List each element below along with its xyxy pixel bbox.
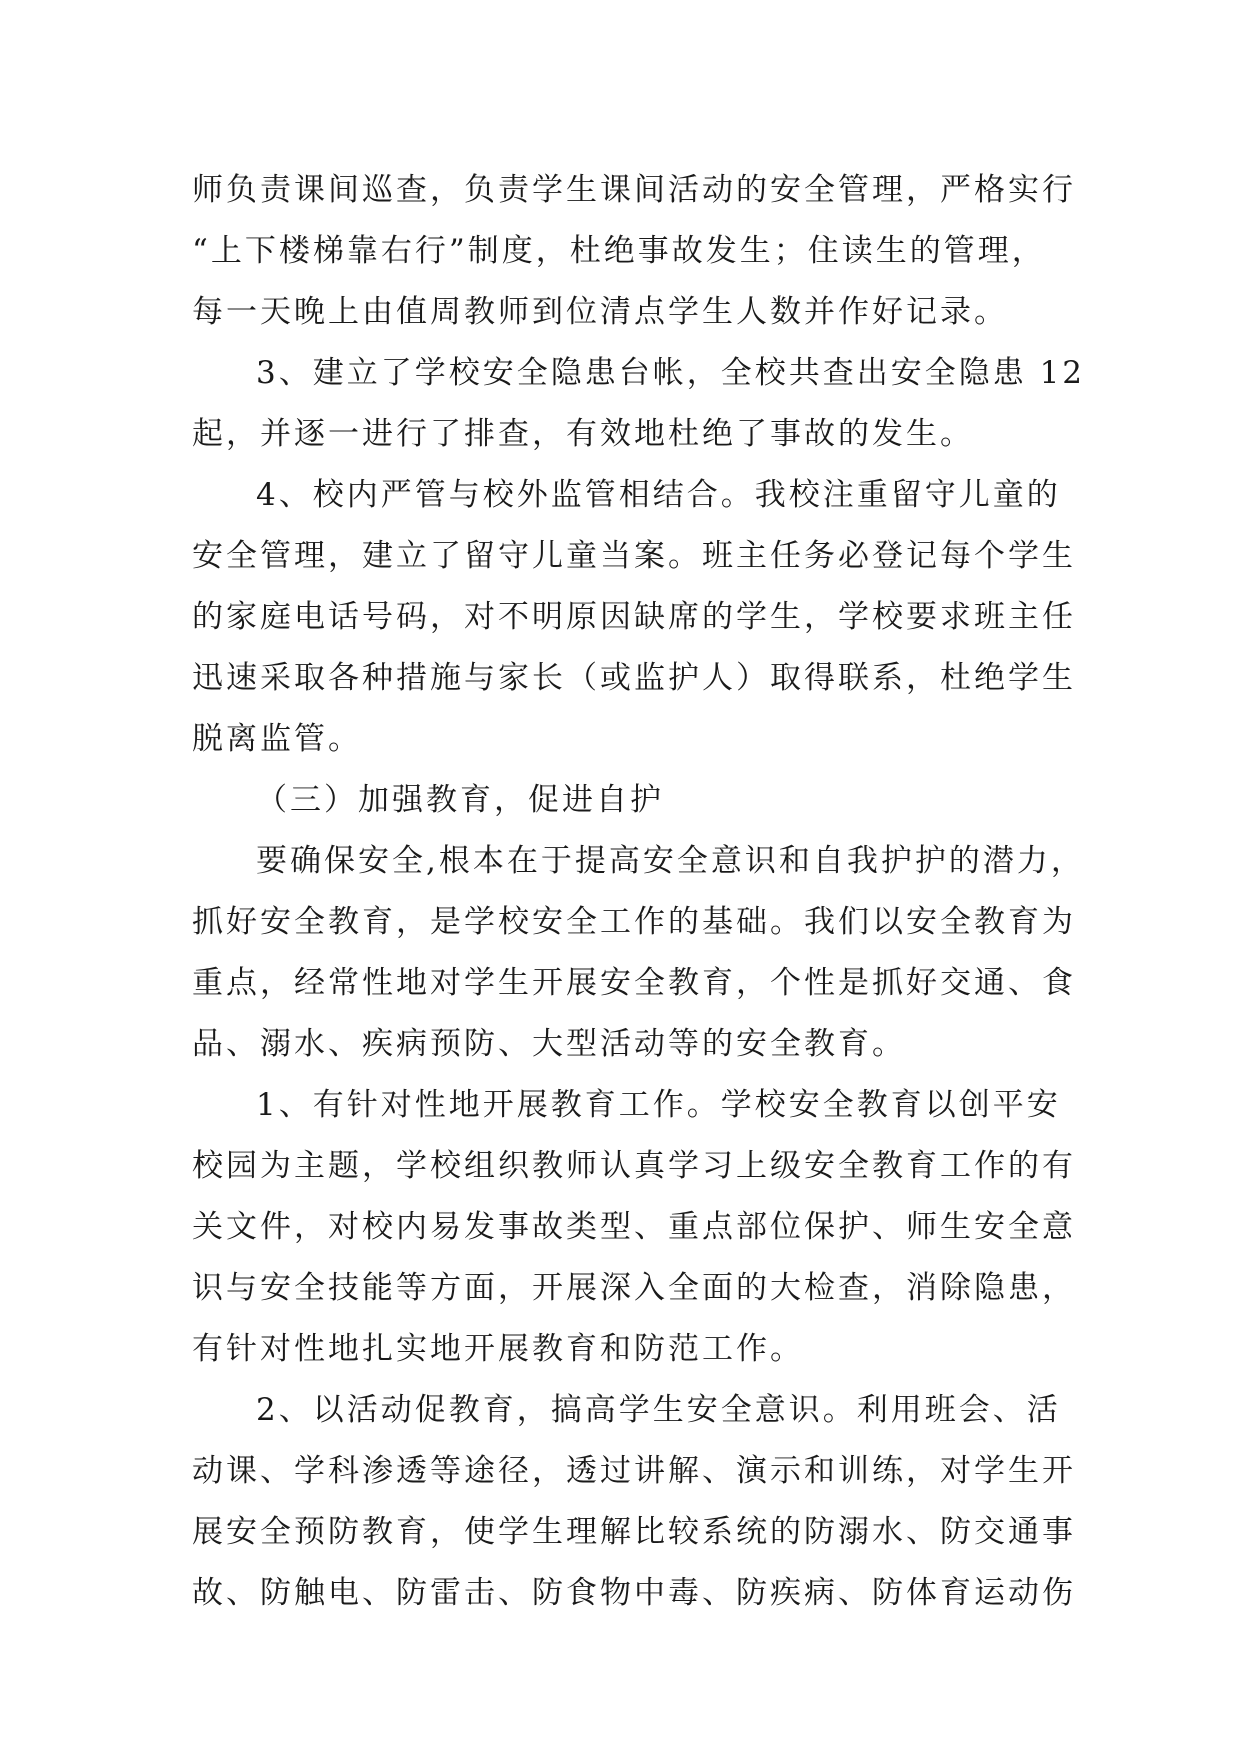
text-line: 抓好安全教育，是学校安全工作的基础。我们以安全教育为 (192, 904, 1076, 940)
text-line: 3、建立了学校安全隐患台帐，全校共查出安全隐患 12 (256, 355, 1086, 391)
text-line: 起，并逐一进行了排查，有效地杜绝了事故的发生。 (192, 416, 974, 452)
text-line: 品、溺水、疾病预防、大型活动等的安全教育。 (192, 1026, 906, 1062)
text-line: 4、校内严管与校外监管相结合。我校注重留守儿童的 (256, 477, 1061, 513)
text-line: 的家庭电话号码，对不明原因缺席的学生，学校要求班主任 (192, 599, 1076, 635)
text-line: “上下楼梯靠右行”制度，杜绝事故发生；住读生的管理， (192, 233, 1046, 269)
text-line: 关文件，对校内易发事故类型、重点部位保护、师生安全意 (192, 1209, 1076, 1245)
text-line: 迅速采取各种措施与家长（或监护人）取得联系，杜绝学生 (192, 660, 1076, 696)
text-line: 脱离监管。 (192, 721, 362, 757)
text-line: 动课、学科渗透等途径，透过讲解、演示和训练，对学生开 (192, 1453, 1076, 1489)
text-line: 1、有针对性地开展教育工作。学校安全教育以创平安 (256, 1087, 1061, 1123)
text-line: 要确保安全,根本在于提高安全意识和自我护护的潜力， (256, 843, 1085, 879)
text-line: 师负责课间巡查，负责学生课间活动的安全管理，严格实行 (192, 172, 1076, 208)
text-line: 2、以活动促教育，搞高学生安全意识。利用班会、活 (256, 1392, 1061, 1428)
section-heading: （三）加强教育，促进自护 (256, 782, 664, 818)
text-line: 展安全预防教育，使学生理解比较系统的防溺水、防交通事 (192, 1514, 1076, 1550)
body-text (192, 160, 1086, 1624)
text-line: 故、防触电、防雷击、防食物中毒、防疾病、防体育运动伤 (192, 1575, 1076, 1611)
text-line: 安全管理，建立了留守儿童当案。班主任务必登记每个学生 (192, 538, 1076, 574)
text-line: 校园为主题，学校组织教师认真学习上级安全教育工作的有 (192, 1148, 1076, 1184)
text-line: 每一天晚上由值周教师到位清点学生人数并作好记录。 (192, 294, 1008, 330)
text-line: 重点，经常性地对学生开展安全教育，个性是抓好交通、食 (192, 965, 1076, 1001)
text-line: 有针对性地扎实地开展教育和防范工作。 (192, 1331, 804, 1367)
text-line: 识与安全技能等方面，开展深入全面的大检查，消除隐患， (192, 1270, 1076, 1306)
